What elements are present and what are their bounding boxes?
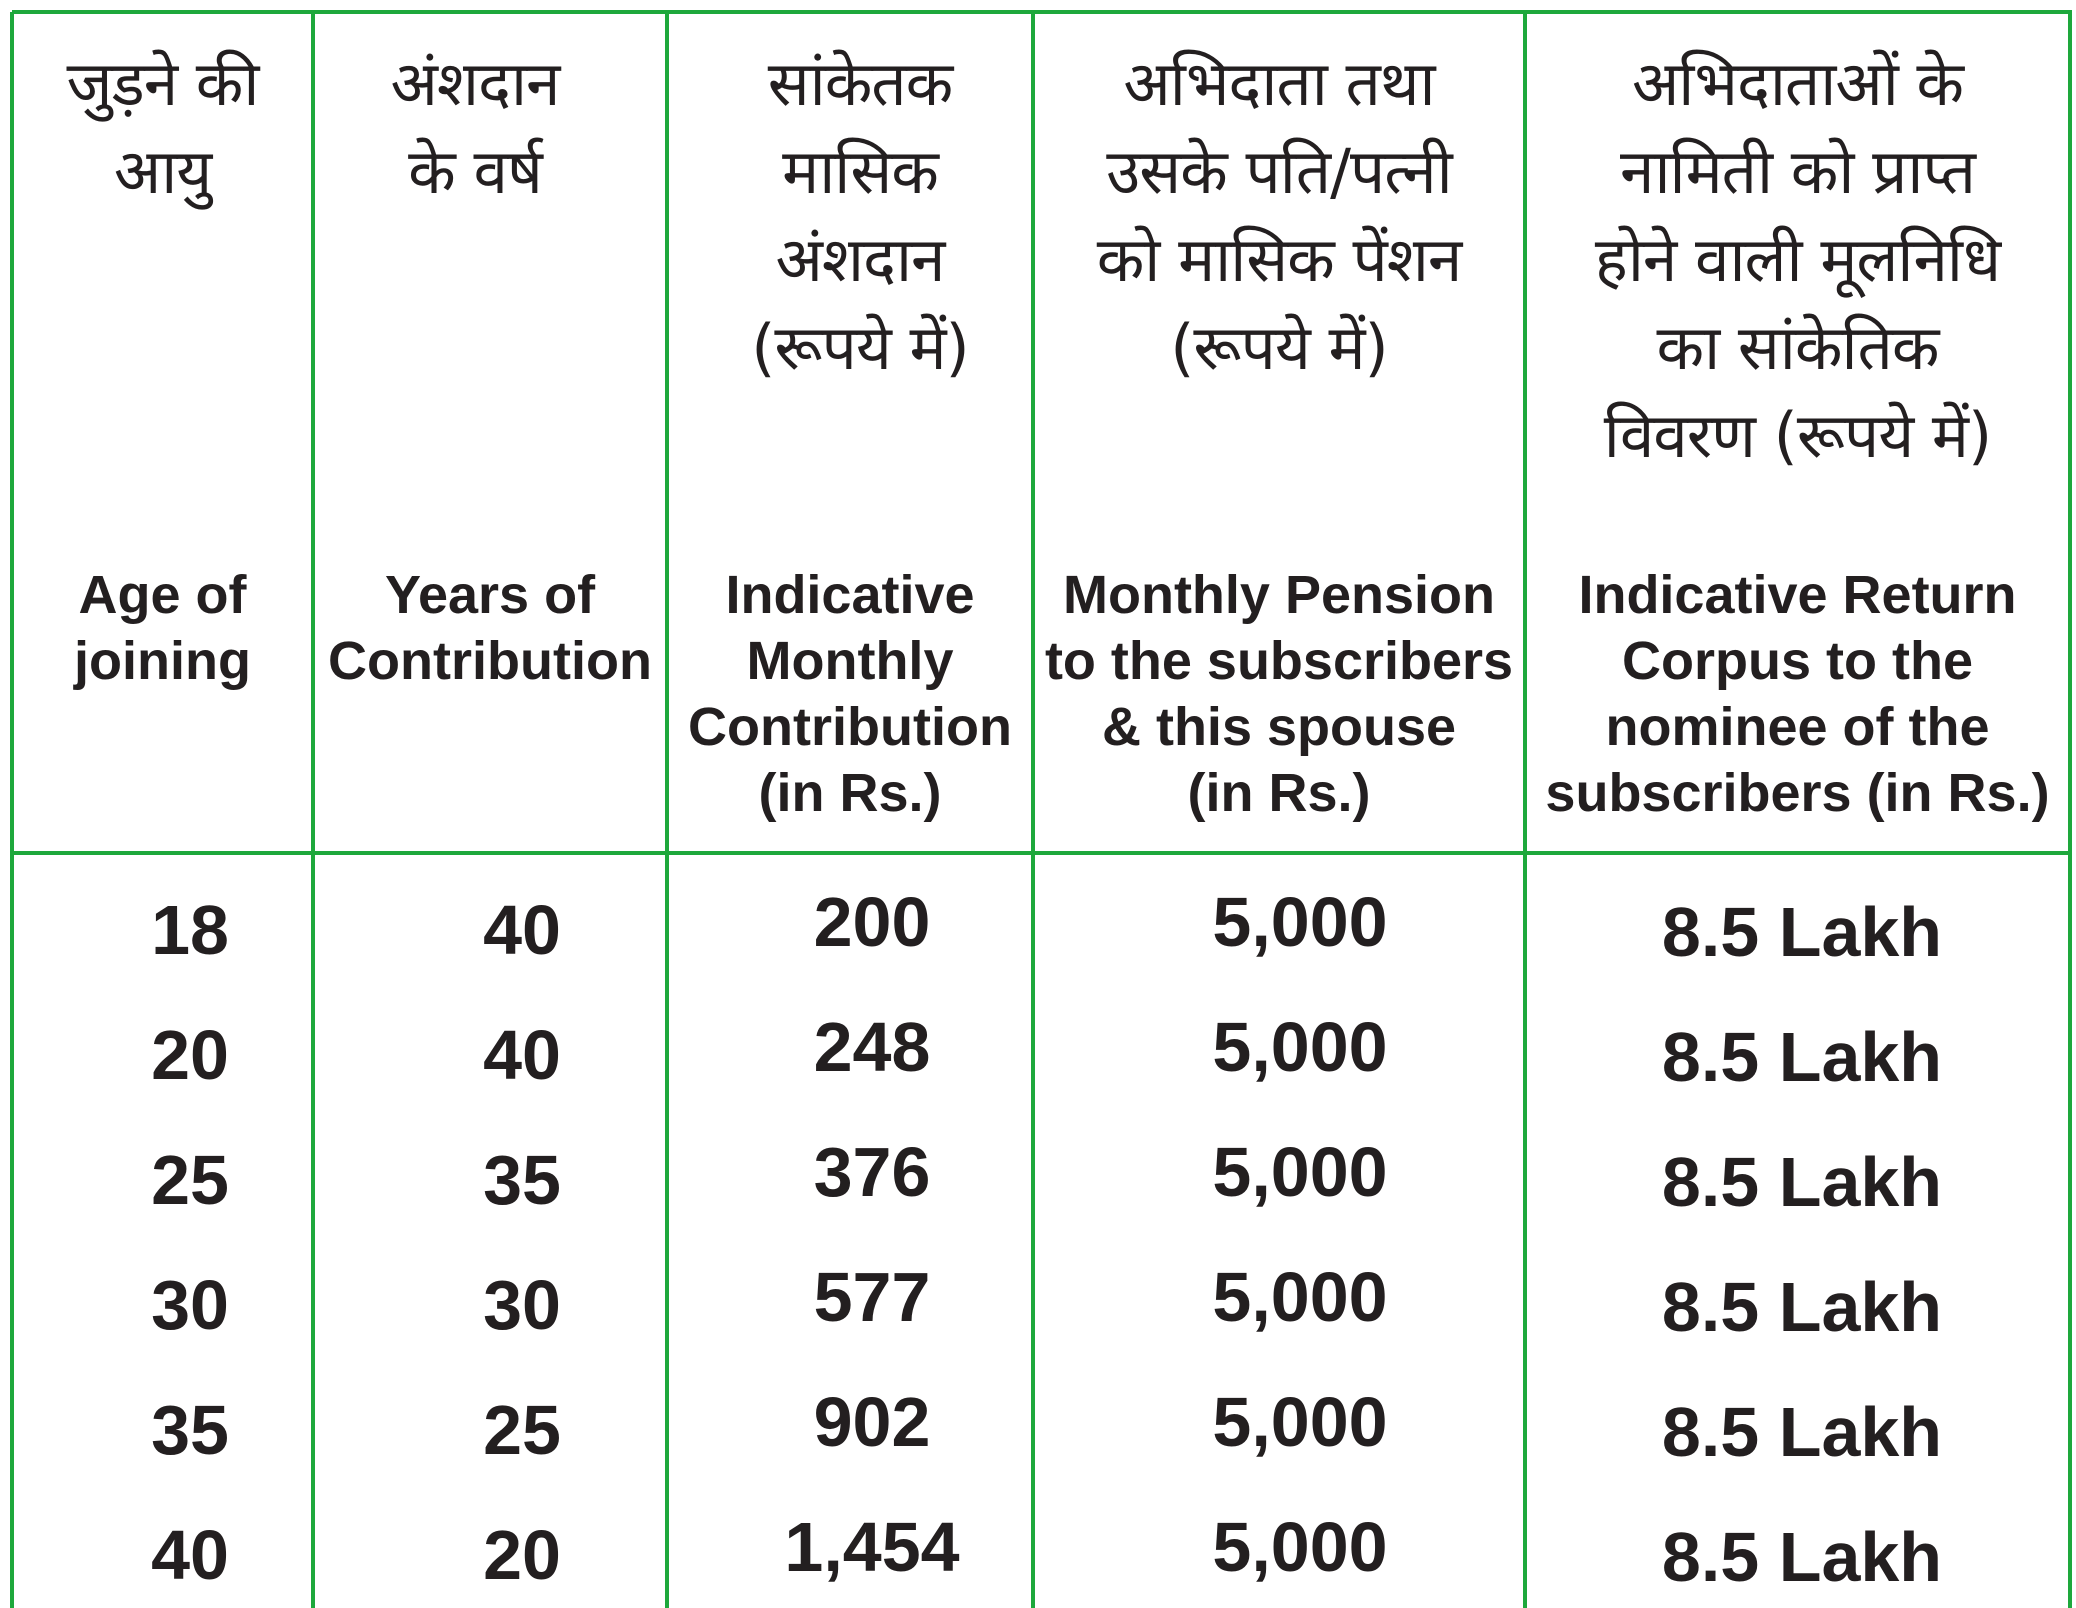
years-value: 40 [483, 891, 561, 969]
contribution-value: 577 [813, 1258, 931, 1336]
header-hindi: अंशदान के वर्ष [390, 47, 560, 208]
header-hindi: सांकेतक मासिक अंशदान (रूपये में) [751, 47, 969, 384]
age-value: 35 [151, 1391, 229, 1469]
header-english: Indicative Return Corpus to the nominee of the subscribers (in Rs.) [1545, 565, 2050, 823]
contribution-value: 248 [813, 1008, 931, 1086]
age-value: 18 [151, 891, 229, 969]
header-hindi: अभिदाता तथा उसके पति/पत्नी को मासिक पेंशन (रूपये में) [1096, 47, 1462, 384]
header-cell-contribution [669, 14, 1031, 851]
pension-value: 5,000 [1212, 883, 1388, 961]
years-value: 25 [483, 1391, 561, 1469]
header-cell-pension [1035, 14, 1523, 851]
contribution-value: 1,454 [784, 1508, 960, 1586]
years-value: 30 [483, 1266, 561, 1344]
age-value: 40 [151, 1516, 229, 1594]
column-divider [2068, 12, 2072, 1608]
corpus-value: 8.5 Lakh [1661, 1268, 1943, 1346]
header-cell-years [315, 14, 665, 851]
header-hindi: जुड़ने की आयु [66, 47, 259, 208]
pension-value: 5,000 [1212, 1258, 1388, 1336]
corpus-value: 8.5 Lakh [1661, 1143, 1943, 1221]
corpus-value: 8.5 Lakh [1661, 1518, 1943, 1596]
header-english: Monthly Pension to the subscribers & this spouse (in Rs.) [1044, 565, 1514, 823]
pension-value: 5,000 [1212, 1508, 1388, 1586]
contribution-value: 902 [813, 1383, 931, 1461]
corpus-value: 8.5 Lakh [1661, 893, 1943, 971]
header-english: Age of joining [74, 565, 251, 691]
corpus-value: 8.5 Lakh [1661, 1393, 1943, 1471]
contribution-value: 200 [813, 883, 931, 961]
age-value: 20 [151, 1016, 229, 1094]
age-value: 30 [151, 1266, 229, 1344]
header-divider [12, 851, 2072, 855]
header-hindi: अभिदाताओं के नामिती को प्राप्त होने वाली मूलनिधि का सांकेतिक विवरण (रूपये में) [1594, 47, 2001, 472]
years-value: 20 [483, 1516, 561, 1594]
contribution-value: 376 [813, 1133, 931, 1211]
pension-value: 5,000 [1212, 1133, 1388, 1211]
header-cell-corpus [1527, 14, 2068, 851]
years-value: 35 [483, 1141, 561, 1219]
age-value: 25 [151, 1141, 229, 1219]
pension-value: 5,000 [1212, 1008, 1388, 1086]
corpus-value: 8.5 Lakh [1661, 1018, 1943, 1096]
years-value: 40 [483, 1016, 561, 1094]
header-cell-age [14, 14, 311, 851]
header-english: Years of Contribution [328, 565, 652, 691]
pension-value: 5,000 [1212, 1383, 1388, 1461]
header-english: Indicative Monthly Contribution (in Rs.) [688, 565, 1012, 823]
